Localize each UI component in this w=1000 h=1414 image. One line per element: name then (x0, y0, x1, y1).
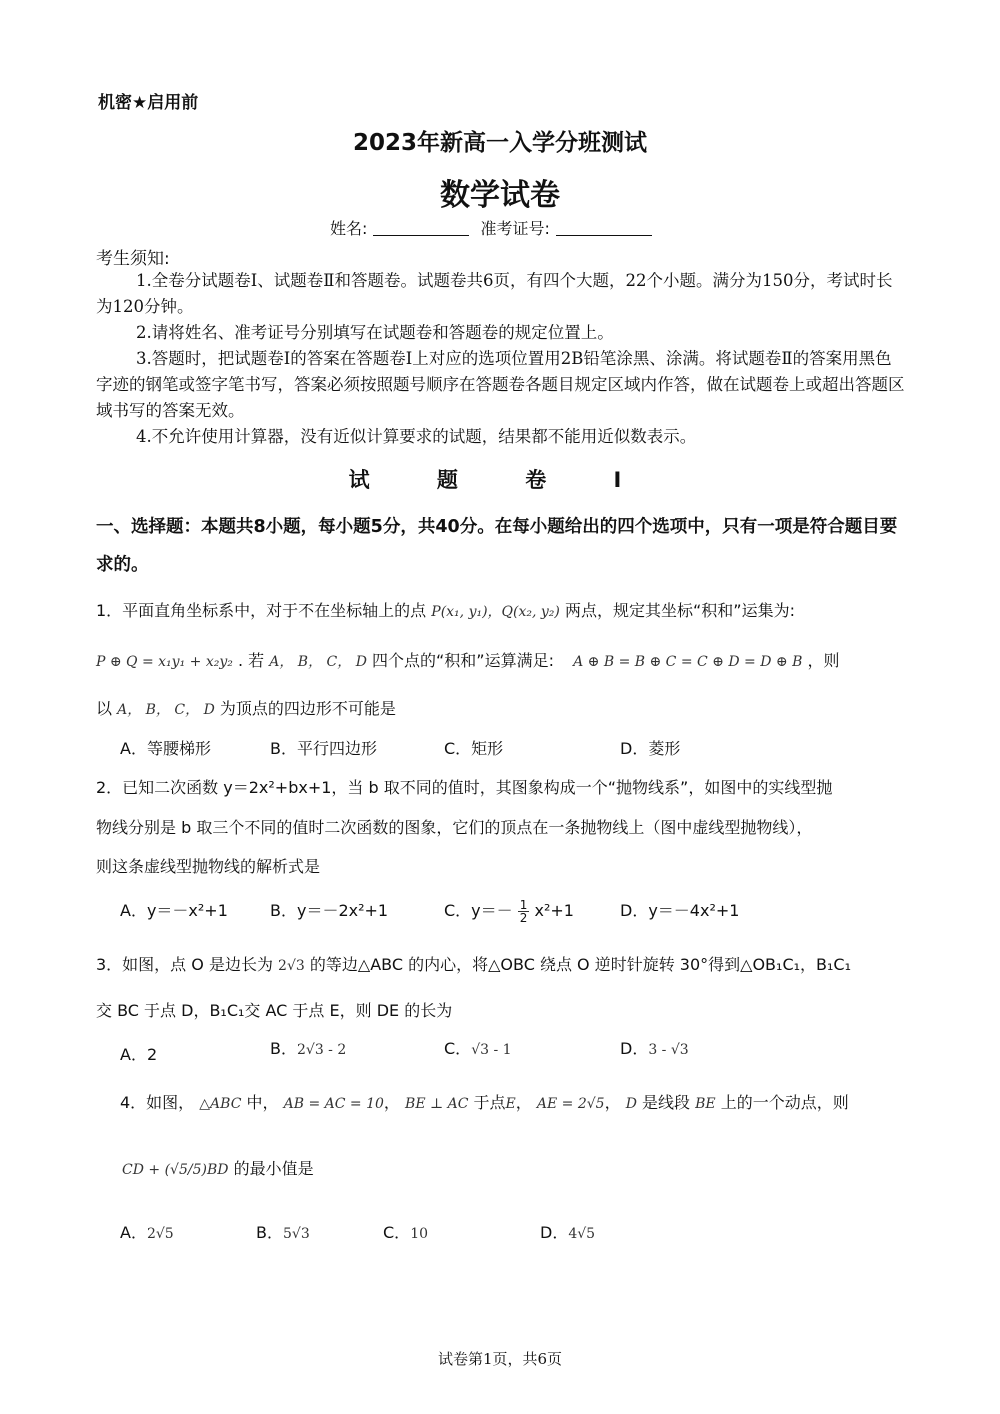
q4-option-b[interactable] (256, 1220, 310, 1243)
q4-text: ， (383, 1093, 400, 1112)
notice-item: 4.不允许使用计算器，没有近似计算要求的试题，结果都不能用近似数表示。 (136, 427, 697, 446)
exam-subject-title: 数学试卷 (440, 178, 560, 213)
q3-option-b[interactable] (270, 1036, 346, 1059)
q2-option-c-prefix: C．y＝－ (444, 901, 513, 920)
q3-side-length: 2√3 (278, 958, 305, 974)
q3-option-b-label: B． (270, 1039, 297, 1058)
q1-condition: A ⊕ B = B ⊕ C = C ⊕ D = D ⊕ B (573, 654, 803, 670)
notice-item: 1.全卷分试题卷Ⅰ、试题卷Ⅱ和答题卷。试题卷共6页，有四个大题，22个小题。满分为150分，考试时长为120分钟。 (96, 271, 893, 316)
q1-option-d[interactable]: D．菱形 (620, 739, 681, 758)
q4-perpendicular: BE ⊥ AC (405, 1096, 469, 1112)
q2-line1: 2．已知二次函数 y＝2x²+bx+1，当 b 取不同的值时，其图象构成一个“抛物线系”，如图中的实线型抛 (96, 778, 833, 797)
q1-text: . 若 (237, 651, 265, 670)
q4-option-a-label: A． (120, 1223, 147, 1242)
q1-text: 两点，规定其坐标“积和”运集为: (564, 601, 795, 620)
q1-points: P(x₁, y₁)，Q(x₂, y₂) (431, 604, 560, 620)
q4-option-c-label: C． (383, 1223, 411, 1242)
q1-text: ，则 (807, 651, 840, 670)
part1-heading: 一、选择题：本题共8小题，每小题5分，共40分。在每小题给出的四个选项中，只有一项是符合题目要求的。 (96, 517, 898, 575)
q4-option-a-value: 2√5 (146, 1226, 174, 1242)
q1-line2 (96, 648, 839, 671)
q2-option-c-suffix: x²+1 (534, 901, 574, 920)
q4-equation: AE = 2√5 (536, 1096, 605, 1112)
q4-equation: AB = AC = 10 (283, 1096, 384, 1112)
q1-option-b[interactable]: B．平行四边形 (270, 739, 377, 758)
q3-line2: 交 BC 于点 D，B₁C₁交 AC 于点 E，则 DE 的长为 (96, 1001, 453, 1020)
q3-option-d[interactable] (620, 1036, 689, 1059)
q3-option-b-value: 2√3 - 2 (296, 1042, 347, 1058)
notice-item: 3.答题时，把试题卷Ⅰ的答案在答题卷Ⅰ上对应的选项位置用2B铅笔涂黑、涂满。将试题卷Ⅱ的答案用黑色字迹的钢笔或签字笔书写，答案必须按照题号顺序在答题卷各题目规定区域内作答，做在试题卷上或超出答题区域书写的答案无效。 (96, 349, 905, 420)
q4-text: 于点 (473, 1093, 506, 1112)
q4-expression: CD + (√5/5)BD (122, 1162, 229, 1178)
confidential-label: 机密★启用前 (98, 93, 199, 113)
q4-option-d[interactable] (540, 1220, 595, 1243)
q2-line3: 则这条虚线型抛物线的解析式是 (96, 857, 321, 876)
q2-line2: 物线分别是 b 取三个不同的值时二次函数的图象，它们的顶点在一条抛物线上（图中虚线型抛物线）， (96, 818, 813, 837)
q4-text: 的最小值是 (233, 1159, 314, 1178)
q4-line1: 4．如图， △ABC 中， AB = AC = 10， BE ⊥ AC 于点E， AE = 2√5， D 是线段 BE 上的一个动点，则 (120, 1093, 849, 1112)
candidate-info-row (330, 216, 658, 239)
q1-text: 为顶点的四边形不可能是 (219, 699, 396, 718)
q4-option-c[interactable] (383, 1220, 428, 1243)
q1-text: 以 (96, 699, 113, 718)
q4-segment: BE (695, 1096, 716, 1112)
q3-option-d-value: 3 - √3 (648, 1042, 689, 1058)
q3-option-c[interactable] (444, 1036, 512, 1059)
q4-option-c-value: 10 (410, 1226, 429, 1242)
q3-option-d-label: D． (620, 1039, 649, 1058)
q4-text: 是线段 (642, 1093, 691, 1112)
q1-line3 (96, 696, 396, 719)
section-title: 试 题 卷 Ⅰ (348, 468, 652, 492)
q4-option-a[interactable] (120, 1220, 174, 1243)
q4-text: 中， (246, 1093, 279, 1112)
q2-option-a[interactable]: A．y＝－x²+1 (120, 901, 228, 920)
q2-option-b[interactable]: B．y＝－2x²+1 (270, 901, 389, 920)
q1-formula: P ⊕ Q = x₁y₁ + x₂y₂ (96, 654, 233, 670)
q4-option-d-label: D． (540, 1223, 569, 1242)
page-footer: 试卷第1页，共6页 (437, 1350, 563, 1368)
q1-option-c[interactable]: C．矩形 (444, 739, 504, 758)
notice-heading: 考生须知: (96, 249, 170, 269)
q1-option-a[interactable]: A．等腰梯形 (120, 739, 211, 758)
q2-option-c[interactable] (444, 898, 574, 924)
exam-title: 2023年新高一入学分班测试 (352, 130, 647, 156)
q3-option-c-value: √3 - 1 (471, 1042, 512, 1058)
q4-option-b-label: B． (256, 1223, 283, 1242)
q3-text: 的等边△ABC 的内心，将△OBC 绕点 O 逆时针旋转 30°得到△OB₁C₁，B₁C₁ (309, 955, 852, 974)
notice-item: 2.请将姓名、准考证号分别填写在试题卷和答题卷的规定位置上。 (136, 323, 614, 342)
q3-text: 3．如图，点 O 是边长为 (96, 955, 273, 974)
notice-list (96, 268, 906, 450)
name-blank[interactable] (373, 221, 469, 236)
exam-id-blank[interactable] (556, 221, 652, 236)
q3-option-c-label: C． (444, 1039, 472, 1058)
q3-option-a[interactable]: A．2 (120, 1045, 158, 1064)
q1-text: 四个点的“积和”运算满足: (372, 651, 554, 670)
q3-line1 (96, 952, 851, 975)
name-label: 姓名: (330, 219, 368, 238)
q1-points-abcd: A， B， C， D (269, 654, 367, 670)
exam-id-label: 准考证号: (480, 219, 550, 238)
q4-text: ， (604, 1093, 621, 1112)
q1-points-abcd: A， B， C， D (117, 702, 215, 718)
q4-line2 (122, 1156, 314, 1179)
q4-point-d: D (625, 1096, 637, 1112)
q4-point-e: E (505, 1096, 516, 1112)
q4-triangle: △ABC (199, 1096, 242, 1112)
q4-option-b-value: 5√3 (282, 1226, 310, 1242)
q2-option-d[interactable]: D．y＝－4x²+1 (620, 901, 740, 920)
q4-text: 4．如图， (120, 1093, 195, 1112)
q2-fraction: $\frac{1}{2}$ (519, 898, 528, 925)
q1-text: 1．平面直角坐标系中，对于不在坐标轴上的点 (96, 601, 427, 620)
q4-option-d-value: 4√5 (568, 1226, 596, 1242)
q4-text: 上的一个动点，则 (720, 1093, 849, 1112)
q1-line1 (96, 598, 795, 621)
